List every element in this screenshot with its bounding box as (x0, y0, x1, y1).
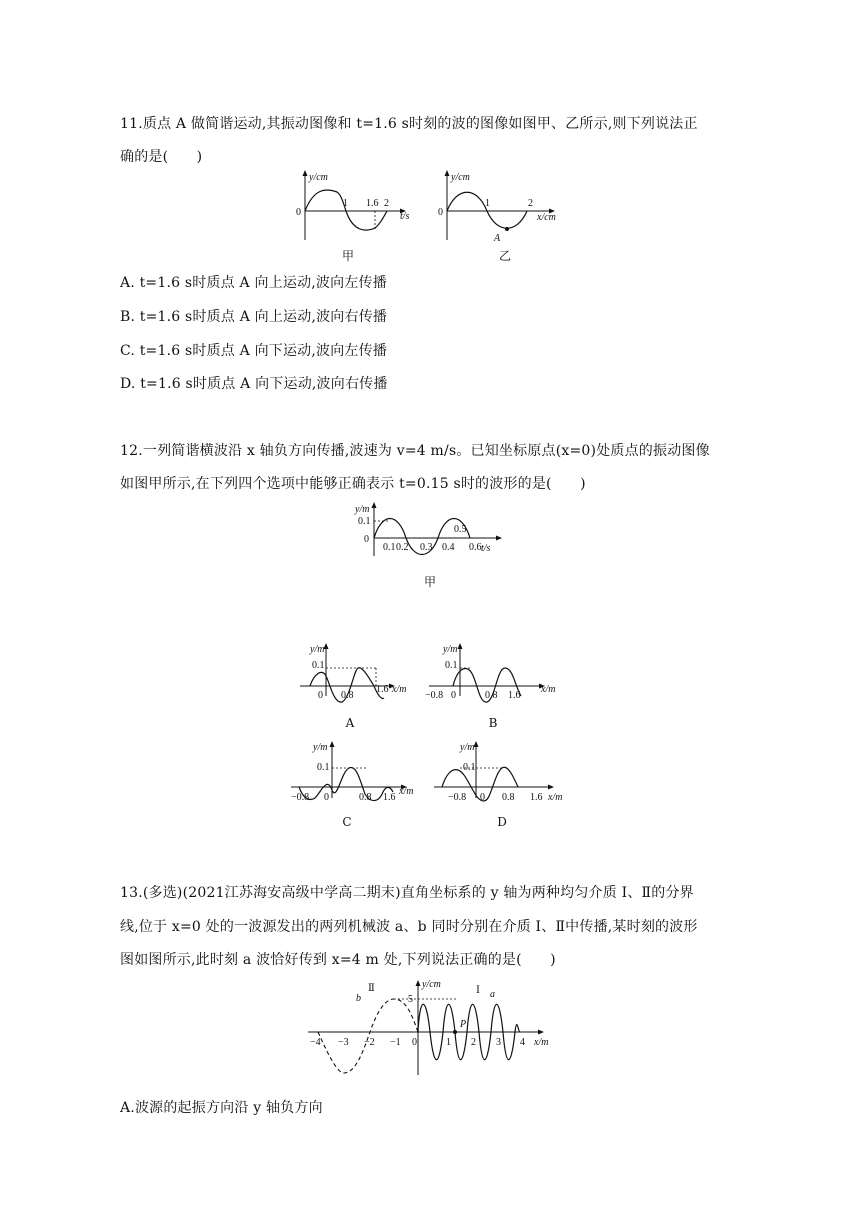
amplitude-label: 5 (408, 994, 413, 1005)
axes (308, 980, 544, 1075)
q12-caption-b: B (488, 716, 498, 730)
tick-0.1: 0.1 (383, 542, 396, 553)
q12-caption-c: C (342, 815, 352, 829)
x-axis-label: x/m (548, 792, 563, 803)
tick-neg-0.8: −0.8 (448, 792, 467, 803)
amplitude-label: 0.1 (445, 660, 458, 671)
tick-2: 2 (384, 198, 389, 209)
q11-option-c: C. t=1.6 s时质点 A 向下运动,波向左传播 (120, 343, 388, 359)
q11-option-b: B. t=1.6 s时质点 A 向上运动,波向右传播 (120, 309, 388, 325)
q11-option-d: D. t=1.6 s时质点 A 向下运动,波向右传播 (120, 376, 388, 392)
tick-0.8: 0.8 (341, 690, 354, 701)
y-axis-label: y/m (310, 644, 325, 655)
origin-label: 0 (296, 207, 301, 218)
q12-caption-d: D (497, 815, 507, 829)
q13-figure (300, 975, 570, 1085)
q11-figure-yi (425, 168, 570, 248)
q11-caption-jia: 甲 (341, 249, 354, 263)
tick-2: 2 (471, 1037, 476, 1048)
tick-1.6: 1.6 (530, 792, 543, 803)
origin-label: 0 (318, 690, 323, 701)
y-axis-label: y/cm (422, 979, 441, 990)
q13-stem-line1: 13.(多选)(2021江苏海安高级中学高二期末)直角坐标系的 y 轴为两种均匀介质 Ⅰ、Ⅱ的分界 (120, 885, 694, 901)
tick-1: 1 (343, 198, 348, 209)
q13-stem-line3: 图如图所示,此时刻 a 波恰好传到 x=4 m 处,下列说法正确的是( ) (120, 952, 556, 968)
tick-4: 4 (520, 1037, 525, 1048)
tick-0.4: 0.4 (442, 542, 455, 553)
q11-stem-line1: 11.质点 A 做简谐运动,其振动图像和 t=1.6 s时刻的波的图像如图甲、乙所示,则下列说法正 (120, 116, 698, 132)
amplitude-label: 0.1 (463, 762, 476, 773)
tick-neg-1: −1 (390, 1037, 401, 1048)
tick-0.2: 0.2 (396, 542, 409, 553)
tick-1.6: 1.6 (376, 684, 389, 695)
y-axis-label: y/cm (451, 172, 470, 183)
medium-ii-label: Ⅱ (368, 983, 375, 994)
amplitude-label: 0.1 (317, 762, 330, 773)
q12-figure-jia (350, 500, 520, 562)
tick-neg-0.8: −0.8 (291, 792, 310, 803)
q13-stem-line2: 线,位于 x=0 处的一波源发出的两列机械波 a、b 同时分别在介质 Ⅰ、Ⅱ中传播,某时刻的波形 (120, 919, 698, 935)
tick-0.8: 0.8 (502, 792, 515, 803)
origin-label: 0 (438, 207, 443, 218)
tick-2: 2 (528, 198, 533, 209)
q11-caption-yi: 乙 (498, 249, 511, 263)
y-axis-label: y/m (443, 644, 458, 655)
point-a-label: A (494, 233, 501, 244)
amplitude-label: 0.1 (312, 660, 325, 671)
x-axis-label: x/m (534, 1037, 549, 1048)
q12-stem-line2: 如图甲所示,在下列四个选项中能够正确表示 t=0.15 s时的波形的是( ) (120, 476, 586, 492)
y-axis-label: y/m (355, 504, 370, 515)
x-axis-label: x/cm (537, 212, 556, 223)
x-axis-label: t/s (481, 543, 491, 554)
point-a-marker (505, 227, 509, 231)
tick-neg-2: −2 (364, 1037, 375, 1048)
q12-graph-a (296, 640, 416, 700)
wave-a-label: a (490, 989, 495, 1000)
tick-1.6: 1.6 (508, 690, 521, 701)
wave-b-label: b (356, 993, 361, 1004)
origin-label: 0 (364, 534, 369, 545)
x-axis-label: t/s (400, 211, 410, 222)
origin-label: 0 (412, 1037, 417, 1048)
y-axis-label: y/m (313, 742, 328, 753)
tick-neg-0.8: −0.8 (425, 690, 444, 701)
amplitude-label: 0.1 (358, 516, 371, 527)
q12-stem-line1: 12.一列简谐横波沿 x 轴负方向传播,波速为 v=4 m/s。已知坐标原点(x=0)处质点的振动图像 (120, 443, 710, 459)
tick-neg-3: −3 (338, 1037, 349, 1048)
y-axis-label: y/cm (309, 172, 328, 183)
tick-1.6: 1.6 (366, 198, 379, 209)
point-p-label: P (460, 1019, 467, 1030)
tick-1.6: 1.6 (383, 792, 396, 803)
tick-0.6: 0.6 (469, 542, 482, 553)
wave-curve (299, 767, 393, 800)
x-axis-label: x/m (399, 786, 414, 797)
tick-0.8: 0.8 (485, 690, 498, 701)
x-axis-label: x/m (392, 684, 407, 695)
origin-label: 0 (324, 792, 329, 803)
q12-graph-b (425, 640, 565, 700)
tick-0.5: 0.5 (454, 524, 467, 535)
tick-3: 3 (496, 1037, 501, 1048)
wave-b-curve (318, 999, 418, 1073)
medium-i-label: Ⅰ (476, 985, 480, 996)
q12-caption-a: A (345, 716, 355, 730)
tick-0.8: 0.8 (359, 792, 372, 803)
q12-caption-jia: 甲 (423, 575, 436, 589)
point-p-marker (453, 1030, 457, 1034)
q11-figure-jia (280, 168, 420, 248)
q12-graph-d (430, 738, 570, 802)
q11-stem-line2: 确的是( ) (120, 149, 203, 165)
tick-1: 1 (485, 198, 490, 209)
origin-label: 0 (451, 690, 456, 701)
q13-option-a: A.波源的起振方向沿 y 轴负方向 (120, 1100, 323, 1116)
tick-1: 1 (446, 1037, 451, 1048)
tick-0.3: 0.3 (420, 542, 433, 553)
origin-label: 0 (480, 792, 485, 803)
tick-neg-4: −4 (310, 1037, 321, 1048)
y-axis-label: y/m (460, 742, 475, 753)
q11-option-a: A. t=1.6 s时质点 A 向上运动,波向左传播 (120, 275, 387, 291)
q12-graph-c (287, 738, 427, 802)
x-axis-label: x/m (541, 684, 556, 695)
